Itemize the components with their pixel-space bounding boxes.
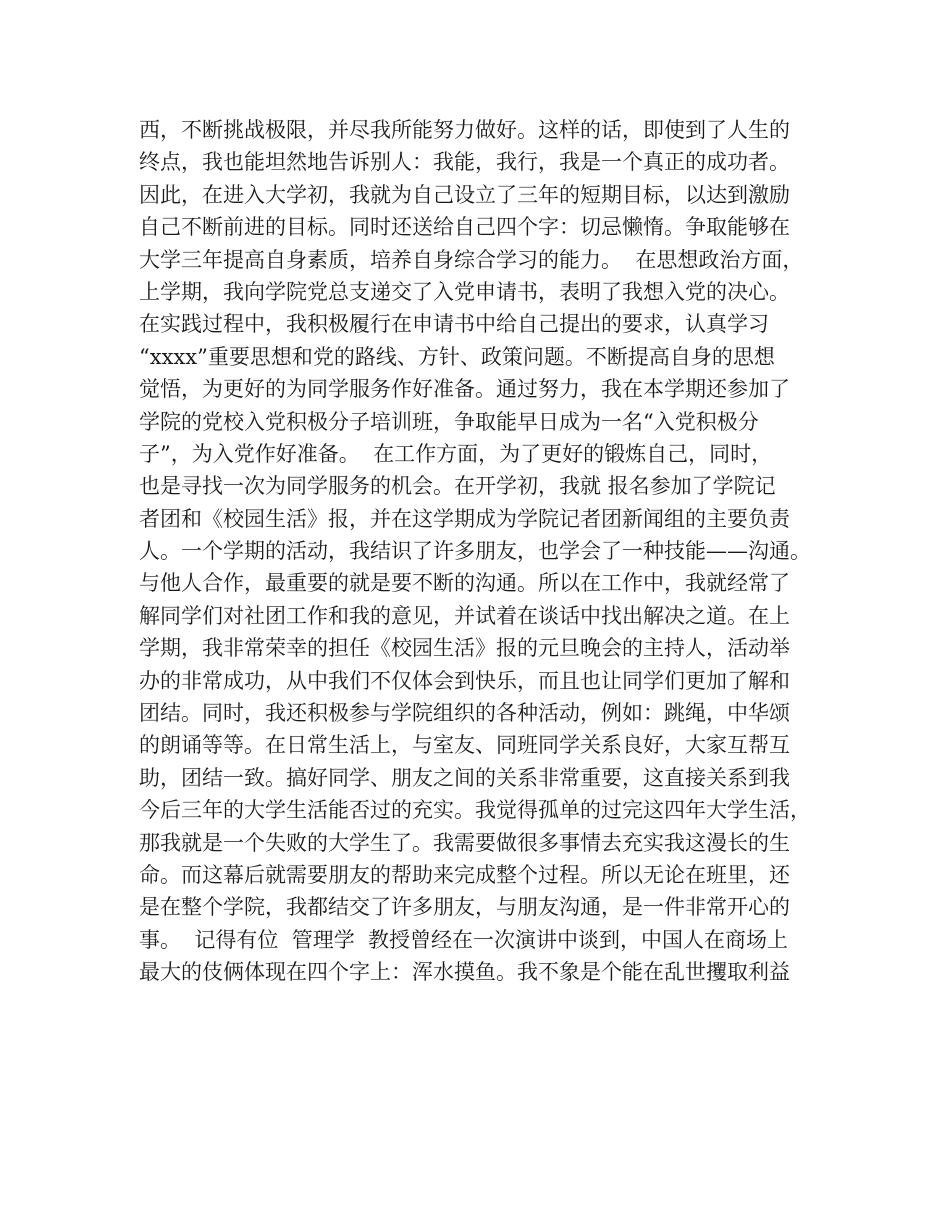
text-line: 事。 记得有位 管理学 教授曾经在一次演讲中谈到，中国人在商场上 [139, 927, 789, 952]
text-line: 解同学们对社团工作和我的意见，并试着在谈话中找出解决之道。在上 [139, 603, 790, 628]
text-line: 上学期，我向学院党总支递交了入党申请书，表明了我想入党的决心。 [139, 279, 790, 304]
text-line: 大学三年提高自身素质，培养自身综合学习的能力。 在思想政治方面， [139, 247, 804, 272]
text-line: 最大的伎俩体现在四个字上：浑水摸鱼。我不象是个能在乱世攫取利益 [139, 960, 790, 985]
text-line: 助，团结一致。搞好同学、朋友之间的关系非常重要，这直接关系到我 [139, 765, 790, 790]
text-line: 在实践过程中，我积极履行在申请书中给自己提出的要求，认真学习 [139, 312, 769, 337]
text-line: 与他人合作，最重要的就是要不断的沟通。所以在工作中，我就经常了 [139, 571, 790, 596]
text-line: 是在整个学院，我都结交了许多朋友，与朋友沟通，是一件非常开心的 [139, 895, 790, 920]
text-line: 也是寻找一次为同学服务的机会。在开学初，我就 报名参加了学院记 [139, 474, 776, 499]
text-line: 终点，我也能坦然地告诉别人：我能，我行，我是一个真正的成功者。 [139, 150, 790, 175]
text-line: 者团和《校园生活》报，并在这学期成为学院记者团新闻组的主要负责 [139, 506, 790, 531]
text-line: 团结。同时，我还积极参与学院组织的各种活动，例如：跳绳，中华颂 [139, 701, 790, 726]
text-line: 人。一个学期的活动，我结识了许多朋友，也学会了一种技能——沟通。 [139, 539, 811, 564]
text-line: 今后三年的大学生活能否过的充实。我觉得孤单的过完这四年大学生活， [139, 798, 811, 823]
text-line: 子”，为入党作好准备。 在工作方面，为了更好的锻炼自己，同时， [139, 441, 773, 466]
text-line: 的朗诵等等。在日常生活上，与室友、同班同学关系良好，大家互帮互 [139, 733, 790, 758]
text-line: 学期，我非常荣幸的担任《校园生活》报的元旦晚会的主持人，活动举 [139, 636, 790, 661]
text-line: 觉悟，为更好的为同学服务作好准备。通过努力，我在本学期还参加了 [139, 377, 790, 402]
text-line: 命。而这幕后就需要朋友的帮助来完成整个过程。所以无论在班里，还 [139, 862, 790, 887]
text-line: “xxxx”重要思想和党的路线、方针、政策问题。不断提高自身的思想 [139, 344, 775, 369]
body-text [139, 114, 819, 989]
text-line: 学院的党校入党积极分子培训班，争取能早日成为一名“入党积极分 [139, 409, 759, 434]
text-line: 西，不断挑战极限，并尽我所能努力做好。这样的话，即使到了人生的 [139, 118, 790, 142]
text-line: 那我就是一个失败的大学生了。我需要做很多事情去充实我这漫长的生 [139, 830, 790, 855]
text-line: 自己不断前进的目标。同时还送给自己四个字：切忌懒惰。争取能够在 [139, 215, 790, 240]
text-line: 办的非常成功，从中我们不仅体会到快乐，而且也让同学们更加了解和 [139, 668, 790, 693]
text-line: 因此，在进入大学初，我就为自己设立了三年的短期目标，以达到激励 [139, 182, 790, 207]
